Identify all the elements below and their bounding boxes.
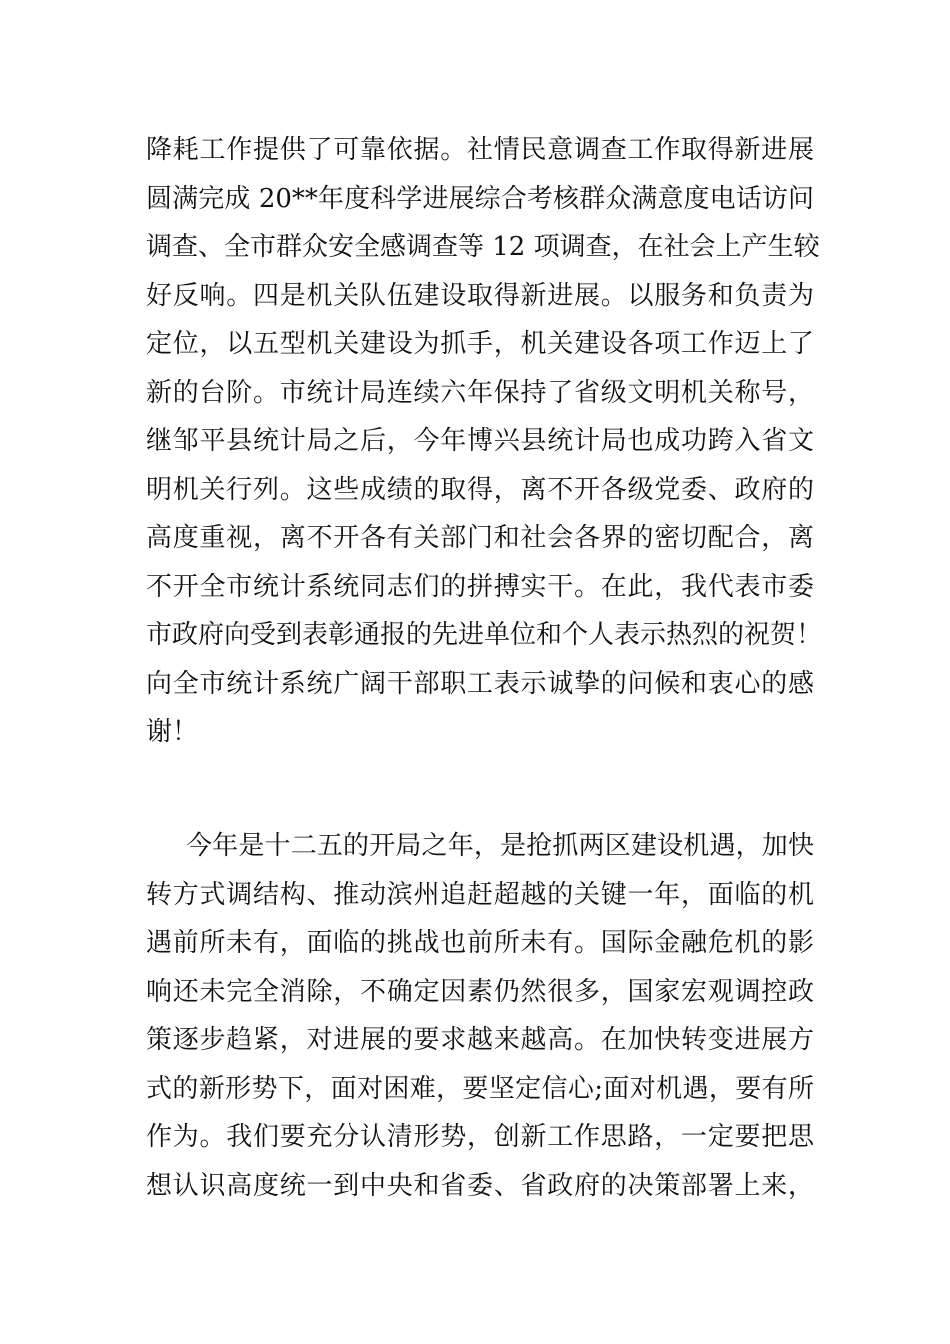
text-line: 策逐步趋紧，对进展的要求越来越高。在加快转变进展方 [146, 1025, 814, 1055]
body-paragraph [146, 126, 823, 757]
text-line: 遇前所未有，面临的挑战也前所未有。国际金融危机的影 [146, 928, 814, 958]
text-line: 明机关行列。这些成绩的取得，离不开各级党委、政府的 [146, 474, 814, 505]
text-line: 谢！ [146, 717, 199, 747]
text-line: 转方式调结构、推动滨州追赶超越的关键一年，面临的机 [146, 879, 814, 910]
text-line: 新的台阶。市统计局连续六年保持了省级文明机关称号， [146, 377, 814, 408]
text-line: 响还未完全消除，不确定因素仍然很多，国家宏观调控政 [146, 976, 814, 1007]
text-line: 作为。我们要充分认清形势，创新工作思路，一定要把思 [146, 1122, 814, 1152]
body-paragraph [146, 822, 814, 1210]
text-line: 好反响。四是机关队伍建设取得新进展。以服务和负责为 [146, 280, 814, 311]
text-line: 调查、全市群众安全感调查等 12 项调查，在社会上产生较 [146, 232, 820, 262]
text-line: 圆满完成 20**年度科学进展综合考核群众满意度电话访问 [146, 183, 814, 214]
text-line: 继邹平县统计局之后，今年博兴县统计局也成功跨入省文 [146, 426, 814, 456]
text-line: 市政府向受到表彰通报的先进单位和个人表示热烈的祝贺！ [146, 620, 823, 650]
text-line: 定位，以五型机关建设为抓手，机关建设各项工作迈上了 [146, 329, 814, 359]
text-line: 不开全市统计系统同志们的拼搏实干。在此，我代表市委 [146, 571, 814, 602]
text-line: 降耗工作提供了可靠依据。社情民意调查工作取得新进展 [146, 135, 814, 165]
text-line: 向全市统计系统广阔干部职工表示诚挚的问候和衷心的感 [146, 668, 814, 699]
text-line: 想认识高度统一到中央和省委、省政府的决策部署上来， [146, 1170, 814, 1201]
text-line: 式的新形势下，面对困难，要坚定信心;面对机遇，要有所 [146, 1073, 814, 1104]
text-line: 高度重视，离不开各有关部门和社会各界的密切配合，离 [146, 523, 814, 553]
text-line-indented: 今年是十二五的开局之年，是抢抓两区建设机遇，加快 [186, 831, 814, 861]
